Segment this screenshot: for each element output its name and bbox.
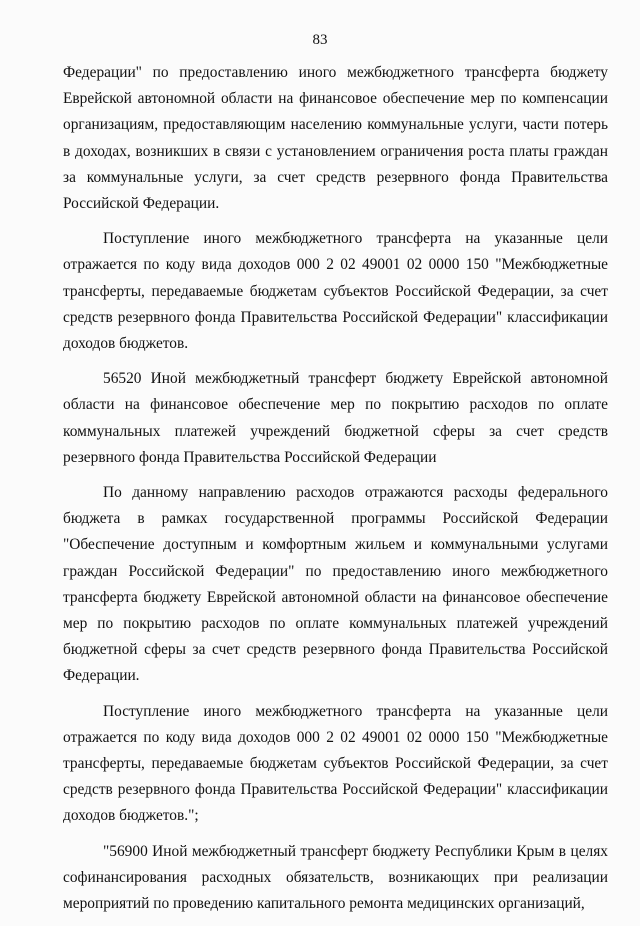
page-number: 83 <box>312 32 328 48</box>
paragraph-1: Федерации" по предоставлению иного межбюджетного трансферта бюджету Еврейской автономной области на финансовое обеспечение мер по компенсации организациям, предоставляющим населению коммунальные услуги, части потерь в доходах, возникших в связи с установлением ограничения роста платы граждан за коммунальные услуги, за счет средств резервного фонда Правительства Российской Федерации. <box>63 64 608 213</box>
document-body <box>63 60 608 926</box>
paragraph-5: Поступление иного межбюджетного трансферта на указанные цели отражается по коду вида доходов 000 2 02 49001 02 0000 150 "Межбюджетные трансферты, передаваемые бюджетам субъектов Российской Федерации, за счет средств резервного фонда Правительства Российской Федерации" классификации доходов бюджетов."; <box>63 702 608 825</box>
paragraph-3: 56520 Иной межбюджетный трансферт бюджету Еврейской автономной области на финансовое обеспечение мер по покрытию расходов по оплате коммунальных платежей учреждений бюджетной сферы за счет средств резервного фонда Правительства Российской Федерации <box>63 370 608 466</box>
paragraph-6: "56900 Иной межбюджетный трансферт бюджету Республики Крым в целях софинансирования расходных обязательств, возникающих при реализации мероприятий по проведению капитального ремонта медицинских организаций, <box>63 842 608 913</box>
paragraph-2: Поступление иного межбюджетного трансферта на указанные цели отражается по коду вида доходов 000 2 02 49001 02 0000 150 "Межбюджетные трансферты, передаваемые бюджетам субъектов Российской Федерации, за счет средств резервного фонда Правительства Российской Федерации" классификации доходов бюджетов. <box>63 230 608 353</box>
paragraph-4: По данному направлению расходов отражаются расходы федерального бюджета в рамках государственной программы Российской Федерации "Обеспечение доступным и комфортным жильем и коммунальными услугами граждан Российской Федерации" по предоставлению иного межбюджетного трансферта бюджету Еврейской автономной области на финансовое обеспечение мер по покрытию расходов по оплате коммунальных платежей учреждений бюджетной сферы за счет средств резервного фонда Правительства Российской Федерации. <box>63 484 608 685</box>
